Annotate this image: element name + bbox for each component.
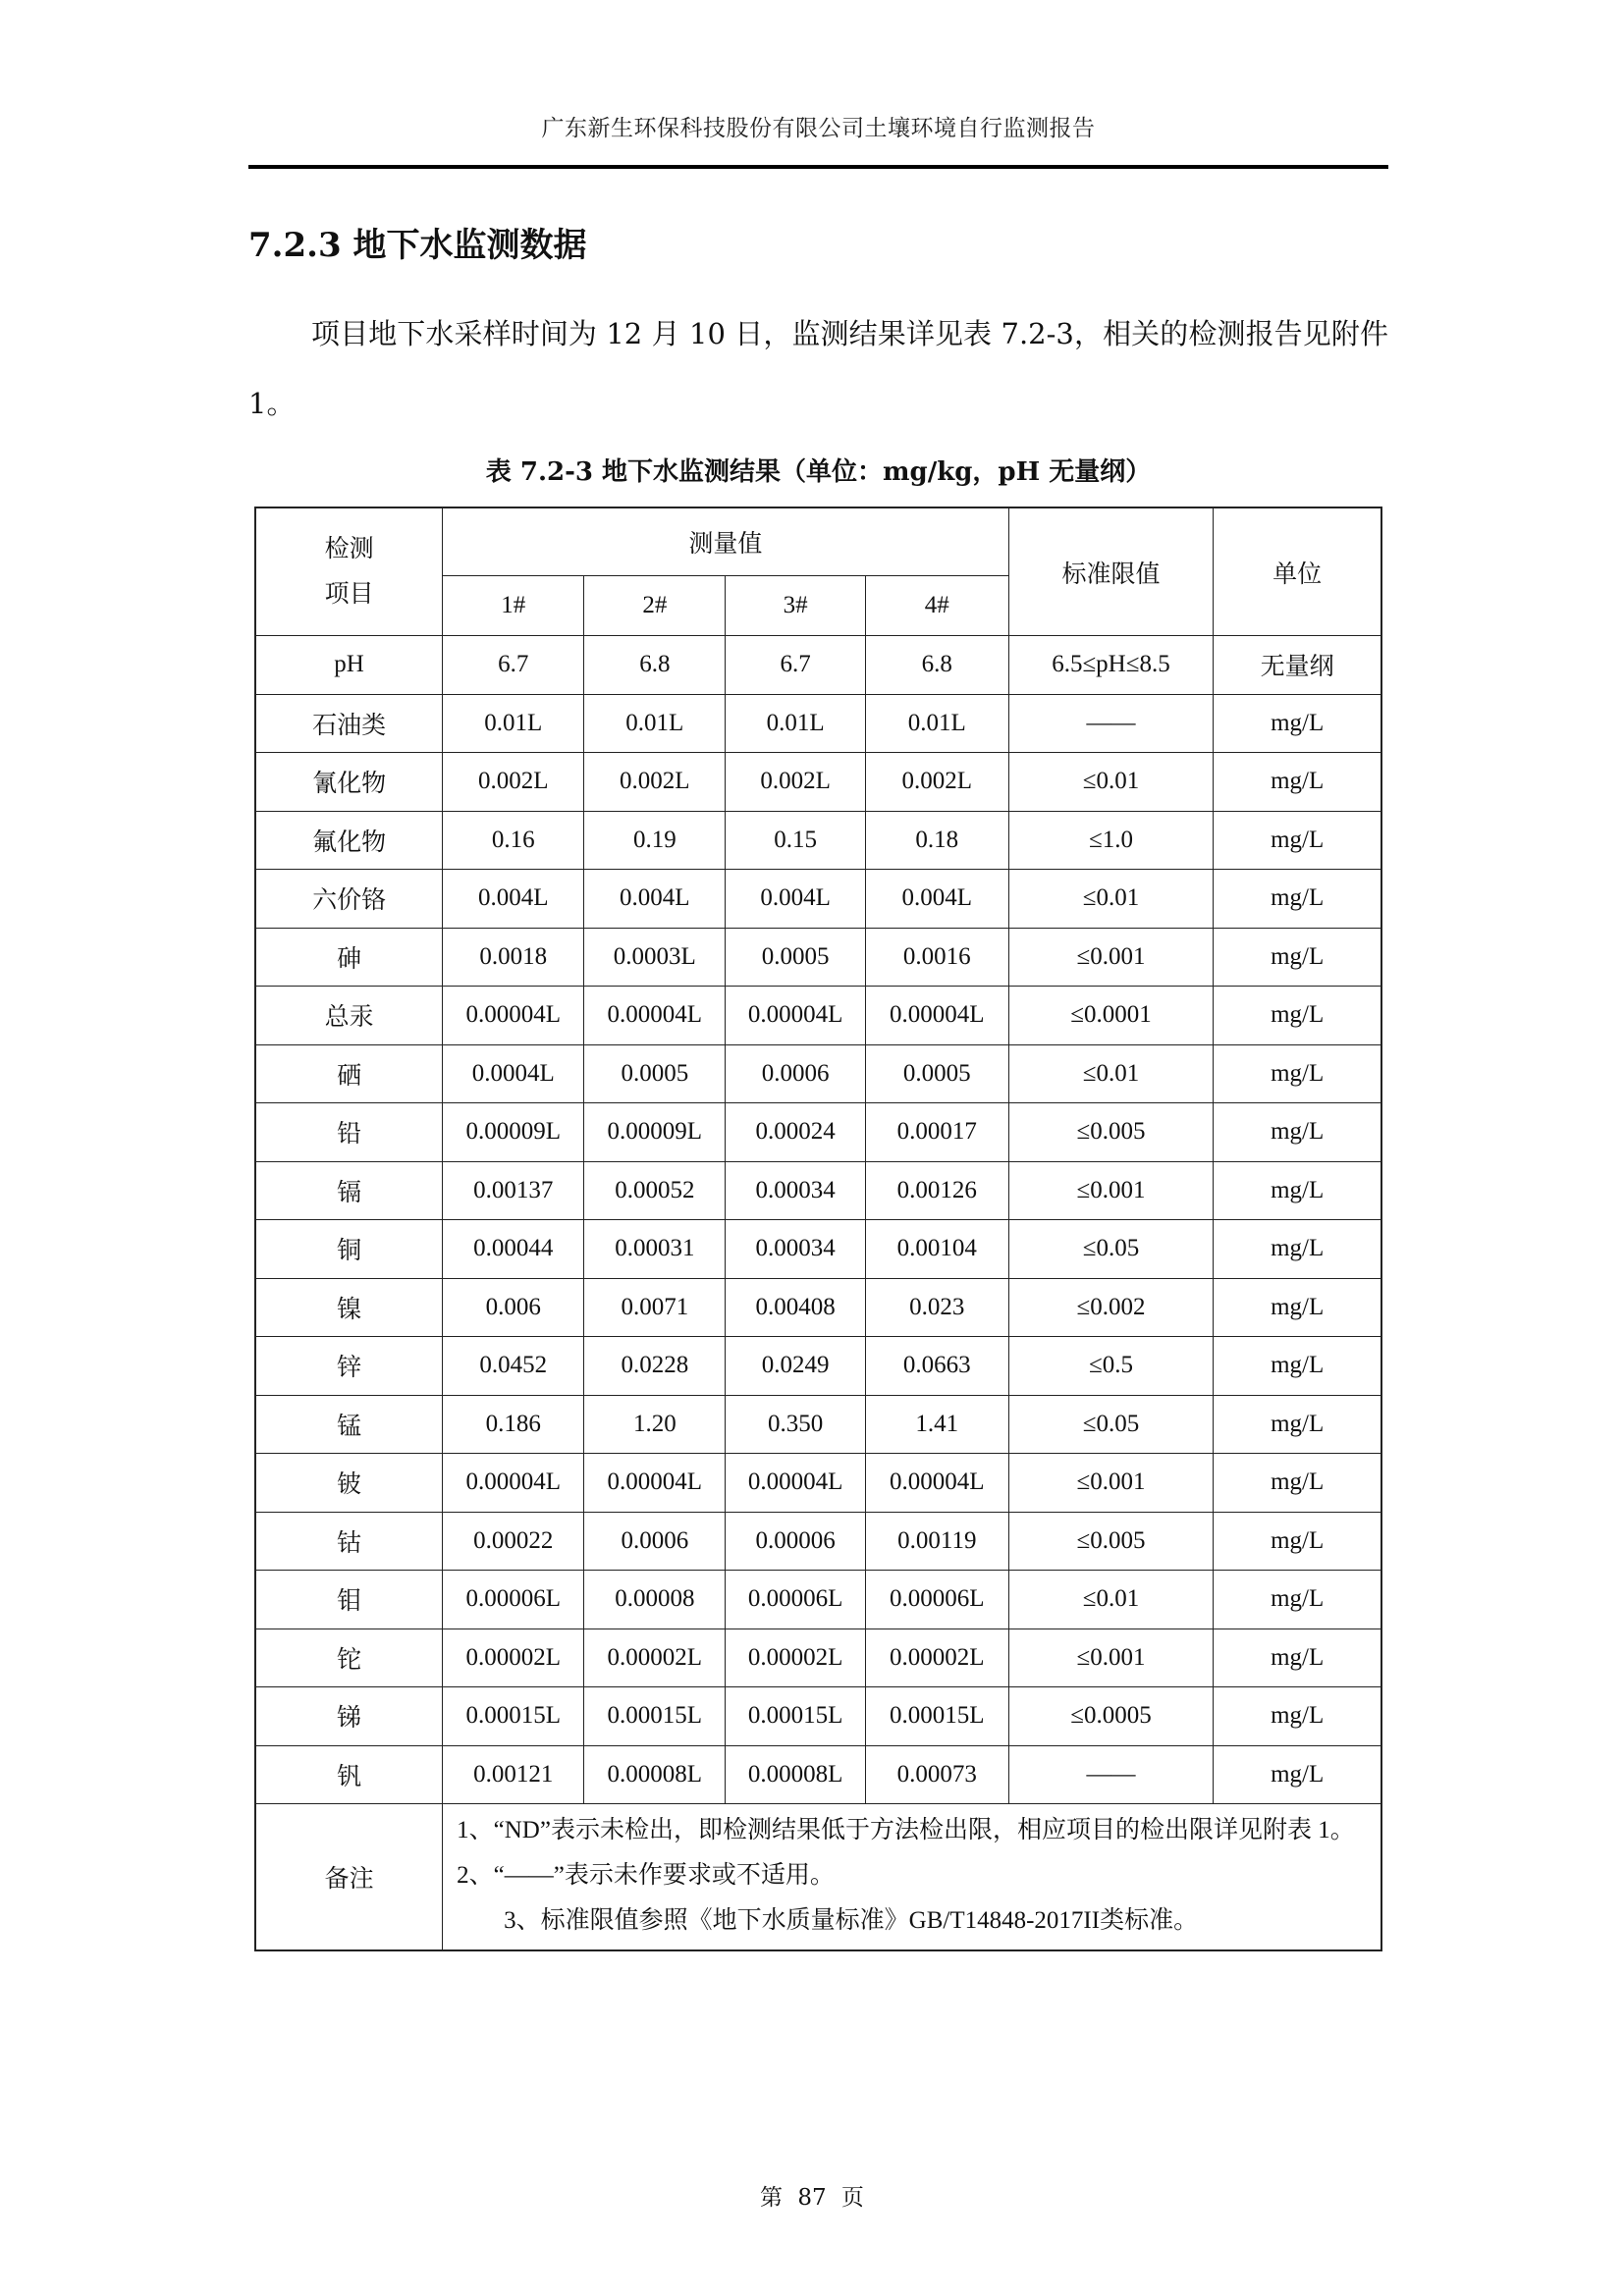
table-row xyxy=(255,987,1381,1045)
remark-note-3: 3、标准限值参照《地下水质量标准》GB/T14848-2017II类标准。 xyxy=(504,1907,1199,1934)
cell-value-point-3: 0.002L xyxy=(726,753,866,812)
table-row xyxy=(255,1220,1381,1279)
cell-value-point-2: 0.00004L xyxy=(584,987,726,1045)
cell-item: 钒 xyxy=(255,1745,443,1804)
cell-item: 氰化物 xyxy=(255,753,443,812)
cell-value-point-4: 0.00004L xyxy=(865,1454,1008,1513)
cell-value-point-4: 0.0016 xyxy=(865,928,1008,987)
cell-value-point-2: 0.01L xyxy=(584,694,726,753)
cell-value-point-3: 0.00408 xyxy=(726,1278,866,1337)
cell-limit: ≤0.01 xyxy=(1008,1571,1214,1629)
cell-limit: ≤0.005 xyxy=(1008,1103,1214,1162)
page-number: 第 87 页 xyxy=(760,2185,864,2211)
cell-value-point-2: 0.00052 xyxy=(584,1161,726,1220)
cell-unit: mg/L xyxy=(1214,811,1381,870)
cell-value-point-3: 0.00004L xyxy=(726,987,866,1045)
table-row xyxy=(255,1395,1381,1454)
cell-item: 镉 xyxy=(255,1161,443,1220)
cell-value-point-1: 0.00137 xyxy=(443,1161,584,1220)
table-row xyxy=(255,1687,1381,1746)
cell-value-point-3: 0.00002L xyxy=(726,1629,866,1687)
cell-value-point-1: 0.186 xyxy=(443,1395,584,1454)
cell-value-point-1: 0.00044 xyxy=(443,1220,584,1279)
cell-limit: ≤0.001 xyxy=(1008,928,1214,987)
cell-unit: mg/L xyxy=(1214,870,1381,929)
table-row xyxy=(255,1161,1381,1220)
remarks-content xyxy=(443,1804,1381,1951)
cell-value-point-3: 0.00008L xyxy=(726,1745,866,1804)
cell-unit: mg/L xyxy=(1214,1044,1381,1103)
cell-value-point-2: 0.00008 xyxy=(584,1571,726,1629)
cell-limit: ≤0.01 xyxy=(1008,870,1214,929)
body-paragraph: 项目地下水采样时间为 12 月 10 日，监测结果详见表 7.2-3，相关的检测报告见附件 1。 xyxy=(248,317,1388,420)
groundwater-results-table xyxy=(254,507,1382,1951)
cell-unit: mg/L xyxy=(1214,928,1381,987)
cell-value-point-2: 0.002L xyxy=(584,753,726,812)
cell-item: 镍 xyxy=(255,1278,443,1337)
cell-unit: mg/L xyxy=(1214,1337,1381,1396)
table-row xyxy=(255,1337,1381,1396)
cell-value-point-4: 0.18 xyxy=(865,811,1008,870)
cell-value-point-4: 0.0005 xyxy=(865,1044,1008,1103)
header-point-4: 4# xyxy=(865,576,1008,636)
cell-limit: —— xyxy=(1008,694,1214,753)
cell-value-point-1: 0.0004L xyxy=(443,1044,584,1103)
cell-value-point-1: 0.01L xyxy=(443,694,584,753)
cell-value-point-2: 0.00004L xyxy=(584,1454,726,1513)
cell-value-point-3: 0.0005 xyxy=(726,928,866,987)
cell-limit: ≤0.0005 xyxy=(1008,1687,1214,1746)
cell-value-point-2: 0.0071 xyxy=(584,1278,726,1337)
header-point-3: 3# xyxy=(726,576,866,636)
table-row xyxy=(255,1512,1381,1571)
cell-value-point-4: 0.01L xyxy=(865,694,1008,753)
cell-value-point-2: 6.8 xyxy=(584,636,726,695)
cell-limit: ≤0.005 xyxy=(1008,1512,1214,1571)
cell-value-point-3: 0.01L xyxy=(726,694,866,753)
cell-value-point-3: 6.7 xyxy=(726,636,866,695)
cell-item: 总汞 xyxy=(255,987,443,1045)
cell-value-point-3: 0.00006L xyxy=(726,1571,866,1629)
cell-item: 铍 xyxy=(255,1454,443,1513)
table-row xyxy=(255,636,1381,695)
cell-unit: mg/L xyxy=(1214,1745,1381,1804)
header-point-1: 1# xyxy=(443,576,584,636)
table-row xyxy=(255,1278,1381,1337)
cell-value-point-4: 0.00126 xyxy=(865,1161,1008,1220)
cell-value-point-2: 0.004L xyxy=(584,870,726,929)
cell-item: 钼 xyxy=(255,1571,443,1629)
cell-limit: ≤0.001 xyxy=(1008,1161,1214,1220)
cell-value-point-1: 0.16 xyxy=(443,811,584,870)
cell-item: 六价铬 xyxy=(255,870,443,929)
table-row xyxy=(255,1454,1381,1513)
cell-value-point-1: 0.0018 xyxy=(443,928,584,987)
cell-value-point-2: 0.00031 xyxy=(584,1220,726,1279)
cell-value-point-3: 0.00015L xyxy=(726,1687,866,1746)
table-caption: 表 7.2-3 地下水监测结果（单位：mg/kg，pH 无量纲） xyxy=(485,457,1152,487)
table-row xyxy=(255,1629,1381,1687)
cell-item: 氟化物 xyxy=(255,811,443,870)
cell-value-point-1: 0.004L xyxy=(443,870,584,929)
header-measured-values: 测量值 xyxy=(443,507,1008,576)
header-item-line1: 检测 xyxy=(324,535,374,562)
cell-value-point-3: 0.350 xyxy=(726,1395,866,1454)
cell-value-point-2: 0.0228 xyxy=(584,1337,726,1396)
cell-value-point-1: 0.00121 xyxy=(443,1745,584,1804)
cell-value-point-4: 0.00073 xyxy=(865,1745,1008,1804)
cell-value-point-3: 0.15 xyxy=(726,811,866,870)
cell-limit: ≤0.002 xyxy=(1008,1278,1214,1337)
table-row xyxy=(255,811,1381,870)
cell-value-point-4: 0.00017 xyxy=(865,1103,1008,1162)
table-row xyxy=(255,1571,1381,1629)
cell-value-point-2: 0.0003L xyxy=(584,928,726,987)
cell-unit: mg/L xyxy=(1214,987,1381,1045)
cell-item: 石油类 xyxy=(255,694,443,753)
cell-value-point-1: 0.00004L xyxy=(443,1454,584,1513)
table-header-row-1 xyxy=(255,507,1381,576)
cell-value-point-2: 0.00008L xyxy=(584,1745,726,1804)
remark-note-1: 1、“ND”表示未检出，即检测结果低于方法检出限，相应项目的检出限详见附表 1。 xyxy=(457,1817,1355,1843)
cell-value-point-2: 0.0005 xyxy=(584,1044,726,1103)
cell-value-point-4: 0.00104 xyxy=(865,1220,1008,1279)
cell-limit: ≤0.05 xyxy=(1008,1220,1214,1279)
remarks-row xyxy=(255,1804,1381,1951)
cell-limit: —— xyxy=(1008,1745,1214,1804)
header-standard-limit: 标准限值 xyxy=(1008,507,1214,636)
cell-unit: mg/L xyxy=(1214,1571,1381,1629)
cell-limit: 6.5≤pH≤8.5 xyxy=(1008,636,1214,695)
header-item xyxy=(255,507,443,636)
cell-limit: ≤0.5 xyxy=(1008,1337,1214,1396)
cell-value-point-1: 0.0452 xyxy=(443,1337,584,1396)
cell-limit: ≤0.001 xyxy=(1008,1454,1214,1513)
cell-value-point-4: 0.0663 xyxy=(865,1337,1008,1396)
remark-note-2: 2、“——”表示未作要求或不适用。 xyxy=(457,1862,835,1889)
cell-value-point-1: 0.00009L xyxy=(443,1103,584,1162)
header-unit: 单位 xyxy=(1214,507,1381,636)
table-row xyxy=(255,870,1381,929)
cell-value-point-1: 0.00004L xyxy=(443,987,584,1045)
cell-value-point-4: 0.00004L xyxy=(865,987,1008,1045)
cell-item: 铜 xyxy=(255,1220,443,1279)
cell-item: 铅 xyxy=(255,1103,443,1162)
cell-value-point-2: 0.00002L xyxy=(584,1629,726,1687)
cell-limit: ≤1.0 xyxy=(1008,811,1214,870)
cell-value-point-2: 0.19 xyxy=(584,811,726,870)
cell-limit: ≤0.01 xyxy=(1008,753,1214,812)
cell-value-point-2: 0.00009L xyxy=(584,1103,726,1162)
cell-value-point-3: 0.00034 xyxy=(726,1161,866,1220)
remarks-label: 备注 xyxy=(255,1804,443,1951)
table-row xyxy=(255,1103,1381,1162)
cell-value-point-2: 0.00015L xyxy=(584,1687,726,1746)
cell-value-point-1: 0.002L xyxy=(443,753,584,812)
cell-value-point-4: 1.41 xyxy=(865,1395,1008,1454)
cell-unit: mg/L xyxy=(1214,1687,1381,1746)
cell-limit: ≤0.01 xyxy=(1008,1044,1214,1103)
cell-limit: ≤0.0001 xyxy=(1008,987,1214,1045)
cell-value-point-1: 0.00006L xyxy=(443,1571,584,1629)
cell-value-point-4: 0.00119 xyxy=(865,1512,1008,1571)
cell-unit: mg/L xyxy=(1214,1629,1381,1687)
cell-value-point-1: 0.00015L xyxy=(443,1687,584,1746)
cell-item: 铊 xyxy=(255,1629,443,1687)
cell-value-point-1: 0.006 xyxy=(443,1278,584,1337)
cell-value-point-3: 0.0006 xyxy=(726,1044,866,1103)
cell-value-point-4: 0.002L xyxy=(865,753,1008,812)
cell-item: 锰 xyxy=(255,1395,443,1454)
cell-item: 锌 xyxy=(255,1337,443,1396)
cell-value-point-4: 0.023 xyxy=(865,1278,1008,1337)
table-row xyxy=(255,1745,1381,1804)
cell-unit: mg/L xyxy=(1214,1220,1381,1279)
cell-unit: mg/L xyxy=(1214,1103,1381,1162)
cell-item: 硒 xyxy=(255,1044,443,1103)
cell-item: 砷 xyxy=(255,928,443,987)
cell-value-point-1: 6.7 xyxy=(443,636,584,695)
cell-item: 钴 xyxy=(255,1512,443,1571)
table-row xyxy=(255,1044,1381,1103)
header-item-line2: 项目 xyxy=(324,580,374,608)
header-rule xyxy=(248,165,1388,169)
cell-limit: ≤0.001 xyxy=(1008,1629,1214,1687)
cell-unit: mg/L xyxy=(1214,1161,1381,1220)
cell-value-point-3: 0.004L xyxy=(726,870,866,929)
cell-unit: mg/L xyxy=(1214,1278,1381,1337)
cell-item: pH xyxy=(255,636,443,695)
cell-value-point-2: 0.0006 xyxy=(584,1512,726,1571)
cell-value-point-4: 0.004L xyxy=(865,870,1008,929)
header-point-2: 2# xyxy=(584,576,726,636)
table-row xyxy=(255,694,1381,753)
cell-unit: mg/L xyxy=(1214,1512,1381,1571)
cell-value-point-4: 0.00015L xyxy=(865,1687,1008,1746)
running-header: 广东新生环保科技股份有限公司土壤环境自行监测报告 xyxy=(541,116,1096,141)
cell-unit: mg/L xyxy=(1214,753,1381,812)
cell-value-point-4: 0.00006L xyxy=(865,1571,1008,1629)
cell-unit: 无量纲 xyxy=(1214,636,1381,695)
cell-value-point-3: 0.00024 xyxy=(726,1103,866,1162)
cell-value-point-1: 0.00022 xyxy=(443,1512,584,1571)
cell-value-point-2: 1.20 xyxy=(584,1395,726,1454)
cell-limit: ≤0.05 xyxy=(1008,1395,1214,1454)
cell-unit: mg/L xyxy=(1214,694,1381,753)
cell-value-point-3: 0.0249 xyxy=(726,1337,866,1396)
table-row xyxy=(255,928,1381,987)
section-heading: 7.2.3 地下水监测数据 xyxy=(248,226,587,265)
cell-value-point-1: 0.00002L xyxy=(443,1629,584,1687)
cell-unit: mg/L xyxy=(1214,1395,1381,1454)
cell-value-point-3: 0.00034 xyxy=(726,1220,866,1279)
cell-value-point-3: 0.00004L xyxy=(726,1454,866,1513)
table-row xyxy=(255,753,1381,812)
cell-value-point-4: 6.8 xyxy=(865,636,1008,695)
cell-value-point-4: 0.00002L xyxy=(865,1629,1008,1687)
cell-value-point-3: 0.00006 xyxy=(726,1512,866,1571)
cell-unit: mg/L xyxy=(1214,1454,1381,1513)
cell-item: 锑 xyxy=(255,1687,443,1746)
